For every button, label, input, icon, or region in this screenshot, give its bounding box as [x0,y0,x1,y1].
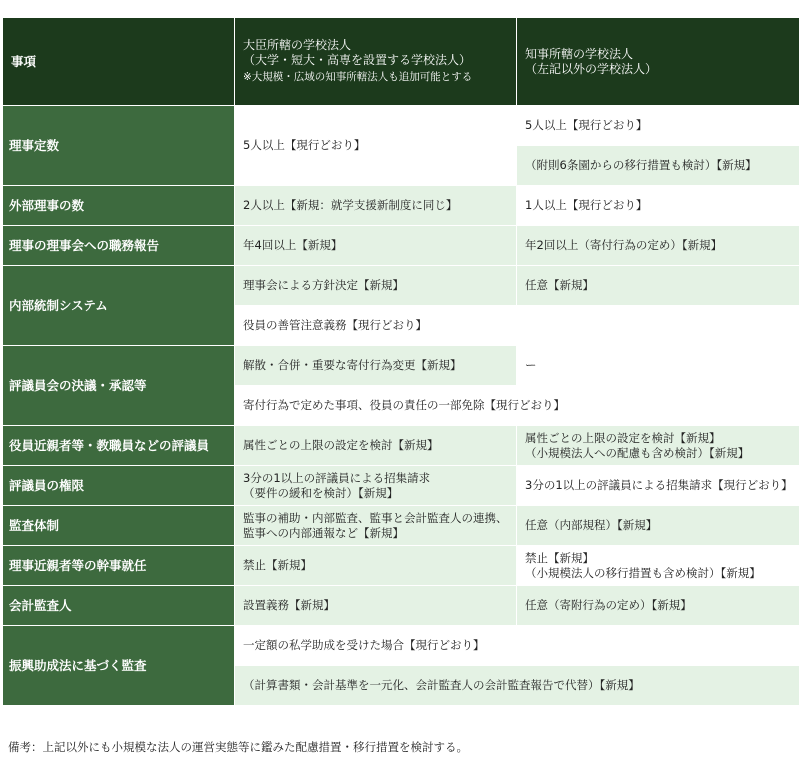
cell-minister: 属性ごとの上限の設定を検討【新規】 [235,426,517,466]
header-governor-line1: 知事所轄の学校法人 [525,46,634,61]
cell-governor: ー [517,346,800,386]
cell-minister: 設置義務【新規】 [235,586,517,626]
comparison-table [2,17,800,706]
cell-minister-line2: （要件の緩和を検討）【新規】 [243,485,399,500]
table-row [3,426,800,466]
table-row [3,626,800,666]
cell-minister: 年4回以上【新規】 [235,226,517,266]
table-row [3,506,800,546]
cell-governor-line1: 禁止【新規】 [525,550,594,565]
cell-both: 寄付行為で定めた事項、役員の責任の一部免除【現行どおり】 [235,386,800,426]
cell-governor-line1: 属性ごとの上限の設定を検討【新規】 [525,430,721,445]
header-governor-line2: （左記以外の学校法人） [525,61,658,76]
cell-governor: 年2回以上（寄付行為の定め）【新規】 [517,226,800,266]
cell-minister-line1: 3分の1以上の評議員による招集請求 [243,470,431,485]
row-label-board-size: 理事定数 [3,106,235,186]
row-label-council-members: 役員近親者等・教職員などの評議員 [3,426,235,466]
cell-minister-line1: 監事の補助・内部監査、監事と会計監査人の連携、 [243,510,508,525]
cell-governor: 任意（内部規程）【新規】 [517,506,800,546]
header-minister-note: ※大規模・広域の知事所轄法人も追加可能とする [243,71,473,83]
cell-governor [517,426,800,466]
table-row [3,466,800,506]
cell-minister-line2: 監事への内部通報など【新規】 [243,525,404,540]
row-label-duty-report: 理事の理事会への職務報告 [3,226,235,266]
cell-minister [235,466,517,506]
cell-governor-line2: （小規模法人の移行措置も含め検討）【新規】 [525,565,761,580]
table-row [3,546,800,586]
table-row [3,226,800,266]
table-row [3,346,800,386]
cell-governor-line2: （小規模法人への配慮も含め検討）【新規】 [525,445,750,460]
cell-governor: 任意（寄附行為の定め）【新規】 [517,586,800,626]
cell-minister [235,506,517,546]
cell-governor: （附則6条園からの移行措置も検討）【新規】 [517,146,800,186]
header-minister-line2: （大学・短大・高専を設置する学校法人） [243,53,472,67]
cell-minister: 理事会による方針決定【新規】 [235,266,517,306]
cell-governor: 1人以上【現行どおり】 [517,186,800,226]
header-item: 事項 [3,18,235,106]
cell-both: （計算書類・会計基準を一元化、会計監査人の会計監査報告で代替）【新規】 [235,666,800,706]
cell-governor: 5人以上【現行どおり】 [517,106,800,146]
cell-both: 役員の善管注意義務【現行どおり】 [235,306,800,346]
row-label-council-authority: 評議員の権限 [3,466,235,506]
table-header-row [3,18,800,106]
footnote: 備考：上記以外にも小規模な法人の運営実態等に鑑みた配慮措置・移行措置を検討する。 [8,740,468,754]
cell-governor: 任意【新規】 [517,266,800,306]
header-governor [517,18,800,106]
table-row [3,586,800,626]
row-label-subsidy-audit: 振興助成法に基づく監査 [3,626,235,706]
row-label-audit-system: 監査体制 [3,506,235,546]
cell-both: 一定額の私学助成を受けた場合【現行どおり】 [235,626,800,666]
row-label-council-resolution: 評議員会の決議・承認等 [3,346,235,426]
cell-minister: 禁止【新規】 [235,546,517,586]
row-label-relatives-auditor: 理事近親者等の幹事就任 [3,546,235,586]
row-label-external-directors: 外部理事の数 [3,186,235,226]
cell-minister: 2人以上【新規：就学支援新制度に同じ】 [235,186,517,226]
row-label-internal-control: 内部統制システム [3,266,235,346]
cell-minister: 5人以上【現行どおり】 [235,106,517,186]
cell-governor [517,546,800,586]
row-label-accounting-auditor: 会計監査人 [3,586,235,626]
cell-minister: 解散・合併・重要な寄付行為変更【新規】 [235,346,517,386]
table-row [3,266,800,306]
table-row [3,106,800,146]
header-minister-line1: 大臣所轄の学校法人 [243,38,352,52]
header-minister [235,18,517,106]
cell-governor: 3分の1以上の評議員による招集請求【現行どおり】 [517,466,800,506]
table-row [3,186,800,226]
